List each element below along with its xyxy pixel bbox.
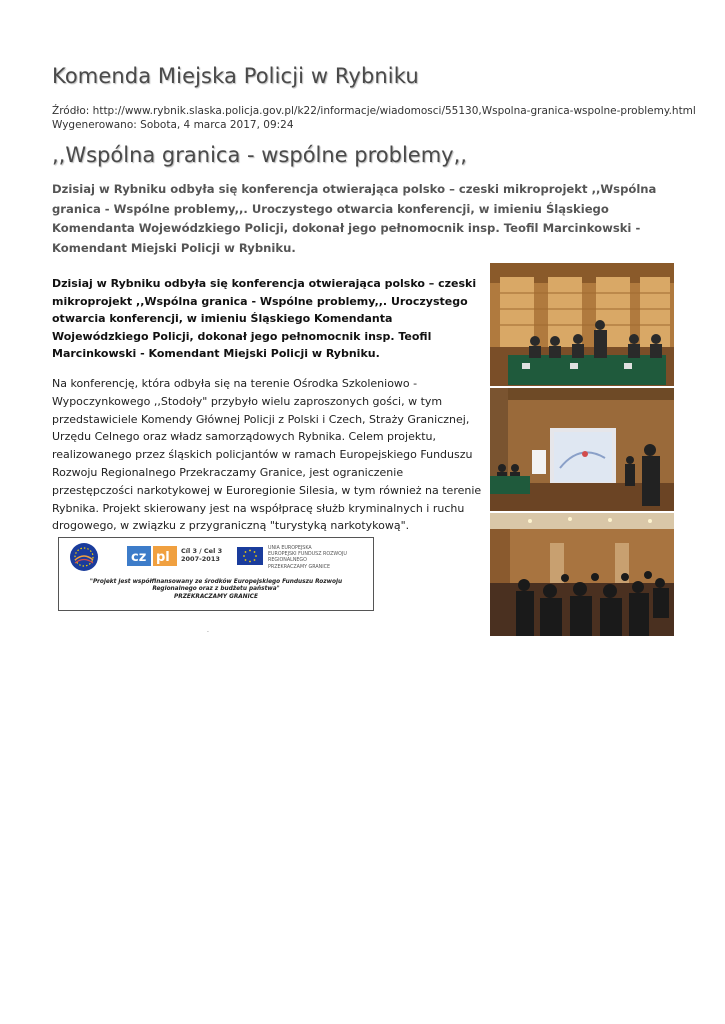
site-title: Komenda Miejska Policji w Rybniku: [52, 64, 419, 88]
czpl-logo: [127, 546, 179, 570]
source-label: Źródło:: [52, 105, 90, 117]
eu-funding-banner: [58, 537, 374, 611]
generated-date: Sobota, 4 marca 2017, 09:24: [140, 119, 294, 131]
conference-photo-audience[interactable]: [490, 513, 674, 636]
generated-line: [52, 118, 696, 132]
goal-line-2: 2007-2013: [181, 555, 220, 563]
article-body: Na konferencję, która odbyła się na terenie Ośrodka Szkoleniowo - Wypoczynkowego ,,Stodoły" przybyło wielu zaproszonych gości, w tym przedstawiciele Komendy Głównej Policji z Polski i Czech, Straży Granicznej, Urzędu Celnego oraz władz samorządowych Rybnika. Celem projektu, realizowanego przez śląskich policjantów w ramach Europejskiego Funduszu Rozwoju Regionalnego Przekraczamy Granice, jest ograniczenie przestępczości narkotykowej w Euroregionie Silesia, w tym również na terenie Rybnika. Projekt skierowany jest na współpracę służb kryminalnych i ruchu drogowego, w związku z przygraniczną "turystyką narkotykową".: [52, 377, 482, 533]
article-lead: Dzisiaj w Rybniku odbyła się konferencja otwierająca polsko – czeski mikroprojekt ,,Wspólna granica - Wspólne problemy,,. Uroczystego otwarcia konferencji, w imieniu Śląskiego Komendanta Wojewódzkiego Policji, dokonał jego pełnomocnik insp. Teofil Marcinkowski - Komendant Miejski Policji w Rybniku.: [52, 182, 657, 255]
funding-note-line-1: "Projekt jest współfinansowany ze środków Europejskiego Funduszu Rozwoju: [89, 579, 343, 585]
stray-dot: .: [207, 627, 209, 634]
source-url[interactable]: http://www.rybnik.slaska.policja.gov.pl/k22/informacje/wiadomosci/55130,Wspolna-granica-wspolne-problemy.html: [92, 105, 696, 117]
photo-column: [490, 263, 674, 638]
article-title: ,,Wspólna granica - wspólne problemy,,: [52, 143, 467, 167]
funding-note: [79, 579, 353, 601]
eu-flag-icon: [237, 547, 263, 569]
euroregion-logo: [69, 542, 99, 576]
goal-text: [181, 547, 222, 563]
eu-fund-text: [268, 546, 368, 571]
source-line: [52, 104, 696, 118]
eu-line-3: PRZEKRACZAMY GRANICE: [268, 564, 331, 570]
funding-note-line-2: Regionalnego oraz z budżetu państwa": [152, 586, 280, 593]
czpl-pl: pl: [156, 550, 170, 565]
conference-photo-panel[interactable]: [490, 263, 674, 386]
funding-note-line-3: PRZEKRACZAMY GRANICE: [174, 593, 258, 600]
eu-line-2: EUROPEJSKI FUNDUSZ ROZWOJU REGIONALNEGO: [268, 552, 347, 564]
article-intro: Dzisiaj w Rybniku odbyła się konferencja otwierająca polsko – czeski mikroprojekt ,,Wspólna granica - Wspólne problemy,,. Uroczystego otwarcia konferencji, w imieniu Śląskiego Komendanta Wojewódzkiego Policji, dokonał jego pełnomocnik insp. Teofil Marcinkowski - Komendant Miejski Policji w Rybniku.: [52, 277, 477, 360]
document-meta: [52, 104, 696, 132]
conference-photo-presentation[interactable]: [490, 388, 674, 511]
czpl-cz: cz: [131, 550, 147, 565]
eu-line-1: UNIA EUROPEJSKA: [268, 546, 312, 551]
goal-line-1: Cíl 3 / Cel 3: [181, 547, 223, 555]
generated-label: Wygenerowano:: [52, 119, 137, 131]
